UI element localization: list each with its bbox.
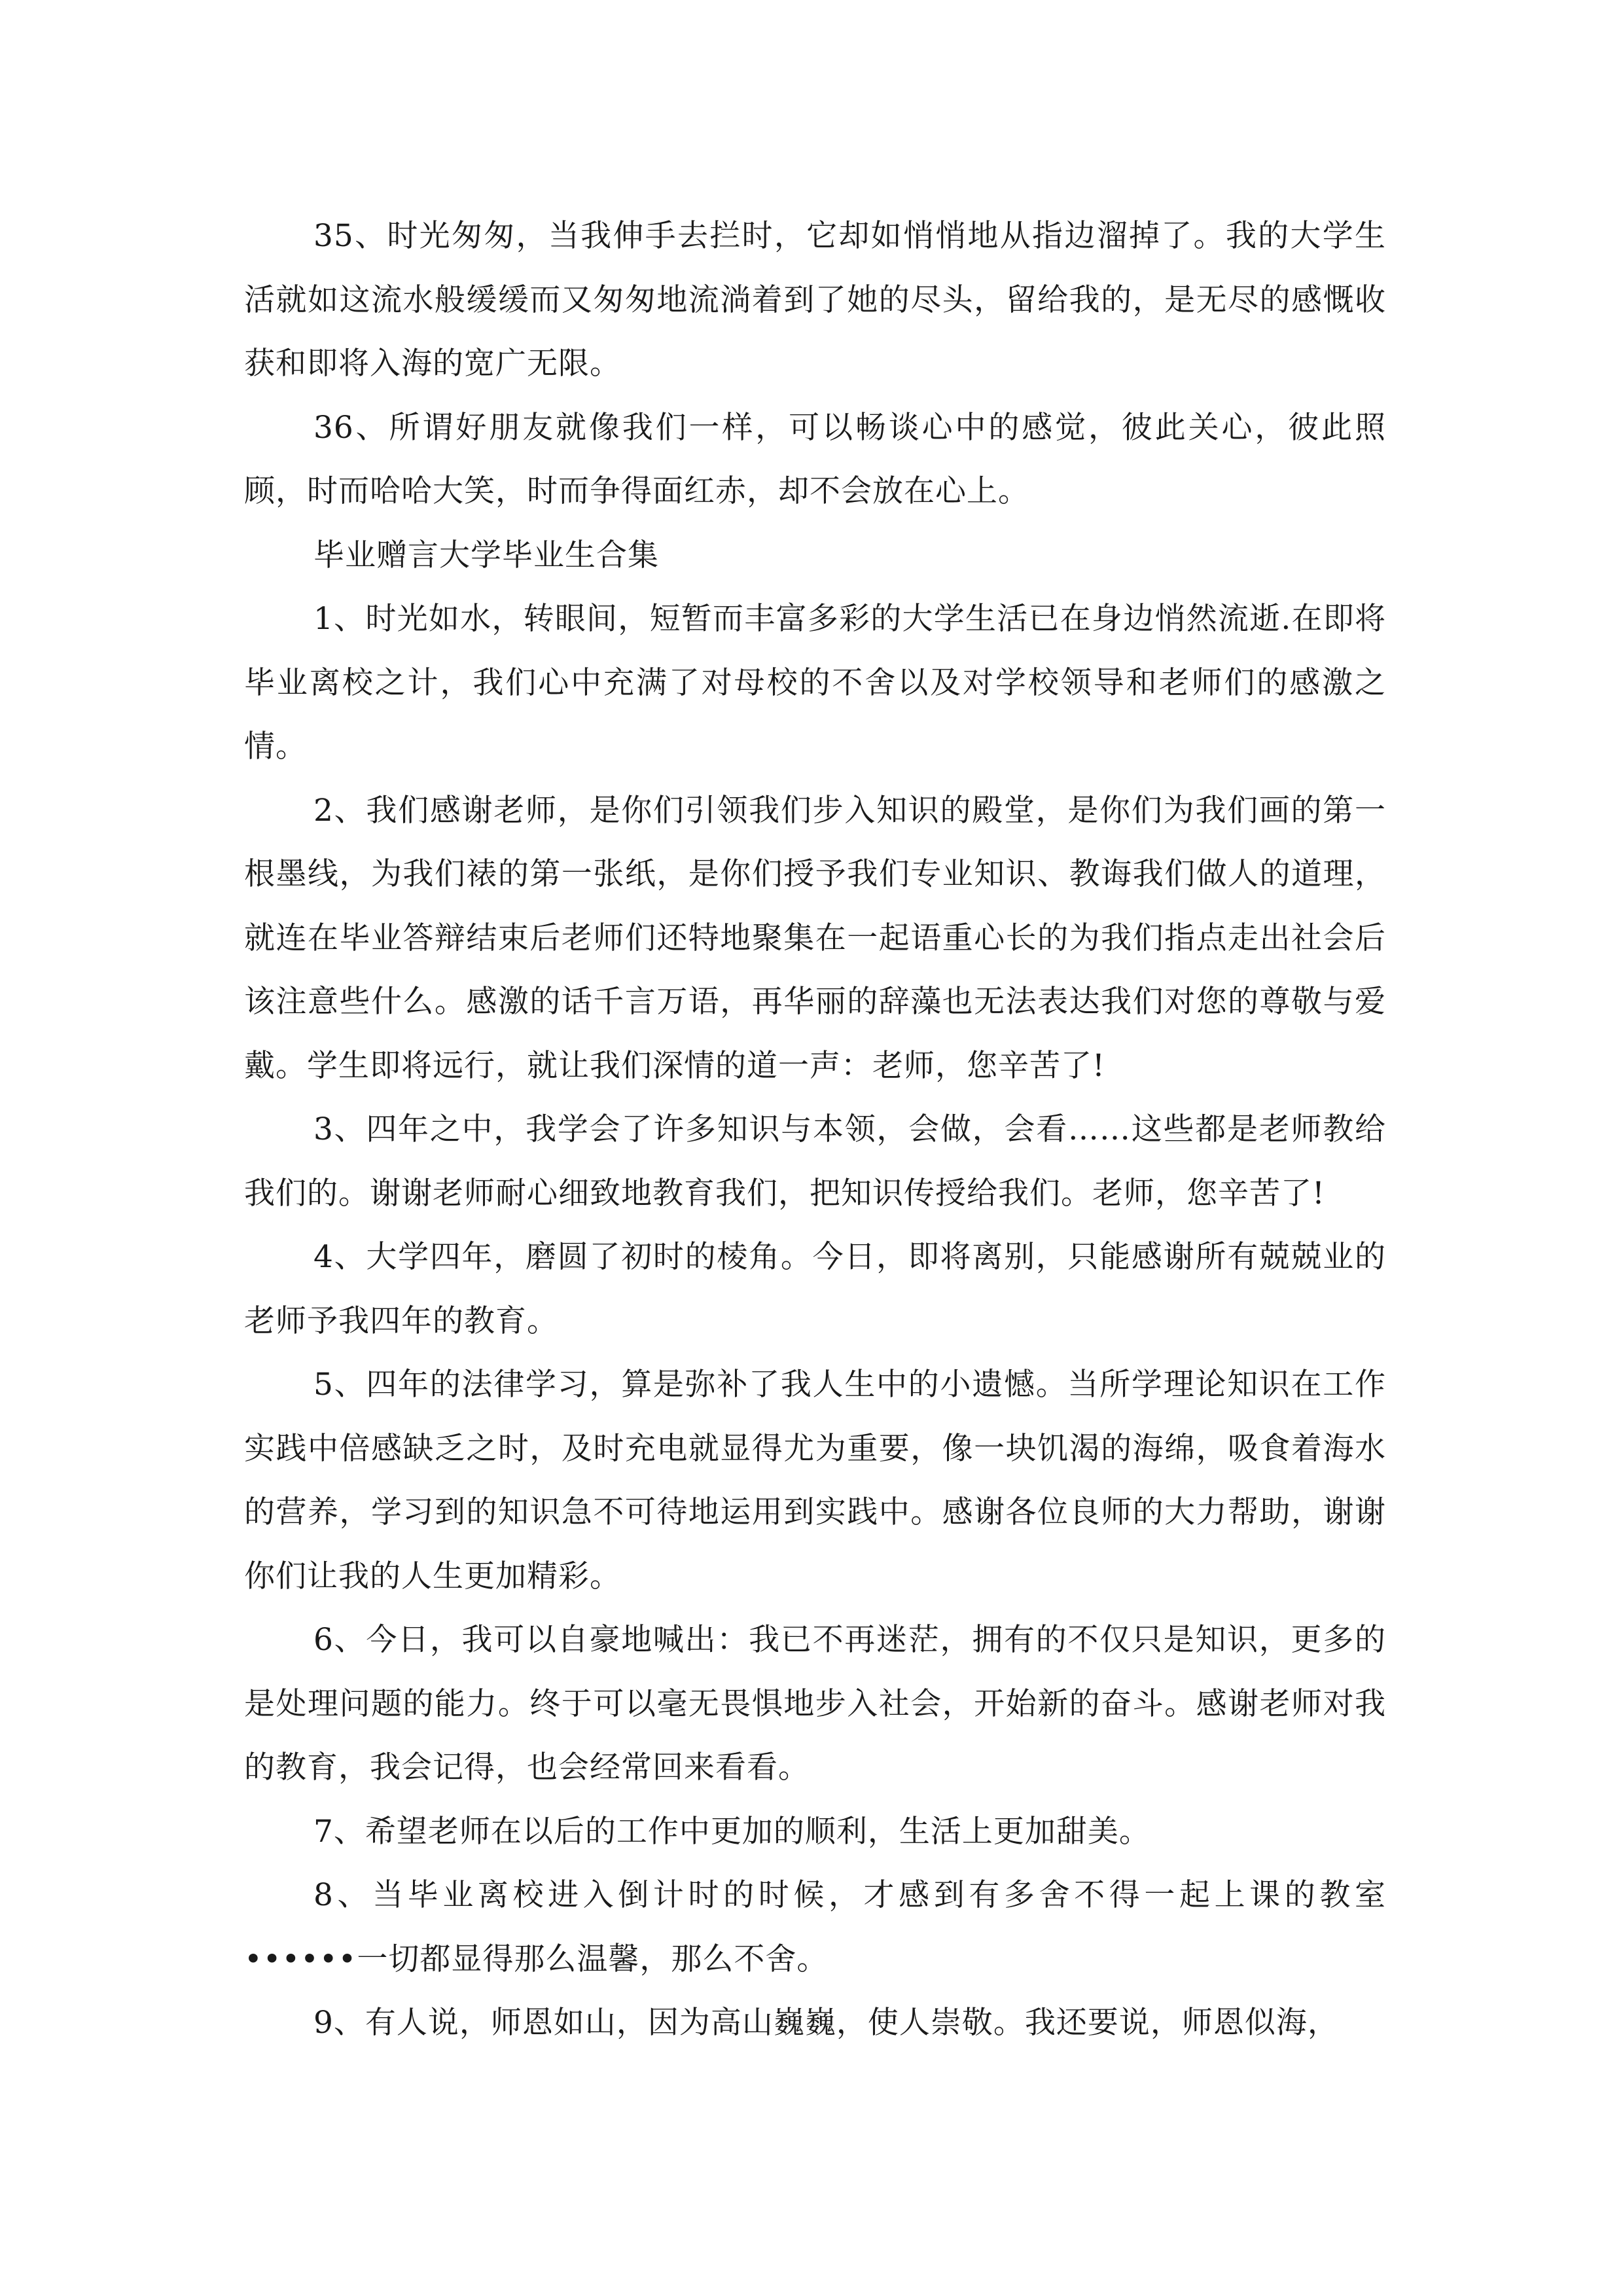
item-5: 5、四年的法律学习，算是弥补了我人生中的小遗憾。当所学理论知识在工作实践中倍感缺乏之时，及时充电就显得尤为重要，像一块饥渴的海绵，吸食着海水的营养，学习到的知识急不可待地运用到实践中。感谢各位良师的大力帮助，谢谢你们让我的人生更加精彩。 bbox=[244, 1367, 1386, 1594]
paragraph-35: 35、时光匆匆，当我伸手去拦时，它却如悄悄地从指边溜掉了。我的大学生活就如这流水般缓缓而又匆匆地流淌着到了她的尽头，留给我的，是无尽的感慨收获和即将入海的宽广无限。 bbox=[244, 218, 1386, 382]
item-3: 3、四年之中，我学会了许多知识与本领，会做，会看……这些都是老师教给我们的。谢谢老师耐心细致地教育我们，把知识传授给我们。老师，您辛苦了! bbox=[244, 1111, 1386, 1211]
item-7: 7、希望老师在以后的工作中更加的顺利，生活上更加甜美。 bbox=[313, 1813, 1150, 1850]
section-title: 毕业赠言大学毕业生合集 bbox=[313, 537, 659, 573]
item-8: 8、当毕业离校进入倒计时的时候，才感到有多舍不得一起上课的教室••••••一切都显得那么温馨，那么不舍。 bbox=[244, 1877, 1386, 1977]
item-9: 9、有人说，师恩如山，因为高山巍巍，使人崇敬。我还要说，师恩似海， bbox=[313, 2005, 1339, 2041]
item-2: 2、我们感谢老师，是你们引领我们步入知识的殿堂，是你们为我们画的第一根墨线，为我们裱的第一张纸，是你们授予我们专业知识、教诲我们做人的道理，就连在毕业答辩结束后老师们还特地聚集在一起语重心长的为我们指点走出社会后该注意些什么。感激的话千言万语，再华丽的辞藻也无法表达我们对您的尊敬与爱戴。学生即将远行，就让我们深情的道一声：老师，您辛苦了! bbox=[244, 792, 1386, 1084]
item-6: 6、今日，我可以自豪地喊出：我已不再迷茫，拥有的不仅只是知识，更多的是处理问题的能力。终于可以毫无畏惧地步入社会，开始新的奋斗。感谢老师对我的教育，我会记得，也会经常回来看看。 bbox=[244, 1622, 1386, 1785]
item-1: 1、时光如水，转眼间，短暂而丰富多彩的大学生活已在身边悄然流逝.在即将毕业离校之计，我们心中充满了对母校的不舍以及对学校领导和老师们的感激之情。 bbox=[244, 601, 1386, 764]
document-body bbox=[244, 204, 1386, 2055]
paragraph-36: 36、所谓好朋友就像我们一样，可以畅谈心中的感觉，彼此关心，彼此照顾，时而哈哈大笑，时而争得面红赤，却不会放在心上。 bbox=[244, 409, 1386, 509]
item-4: 4、大学四年，磨圆了初时的棱角。今日，即将离别，只能感谢所有兢兢业的老师予我四年的教育。 bbox=[244, 1239, 1386, 1339]
